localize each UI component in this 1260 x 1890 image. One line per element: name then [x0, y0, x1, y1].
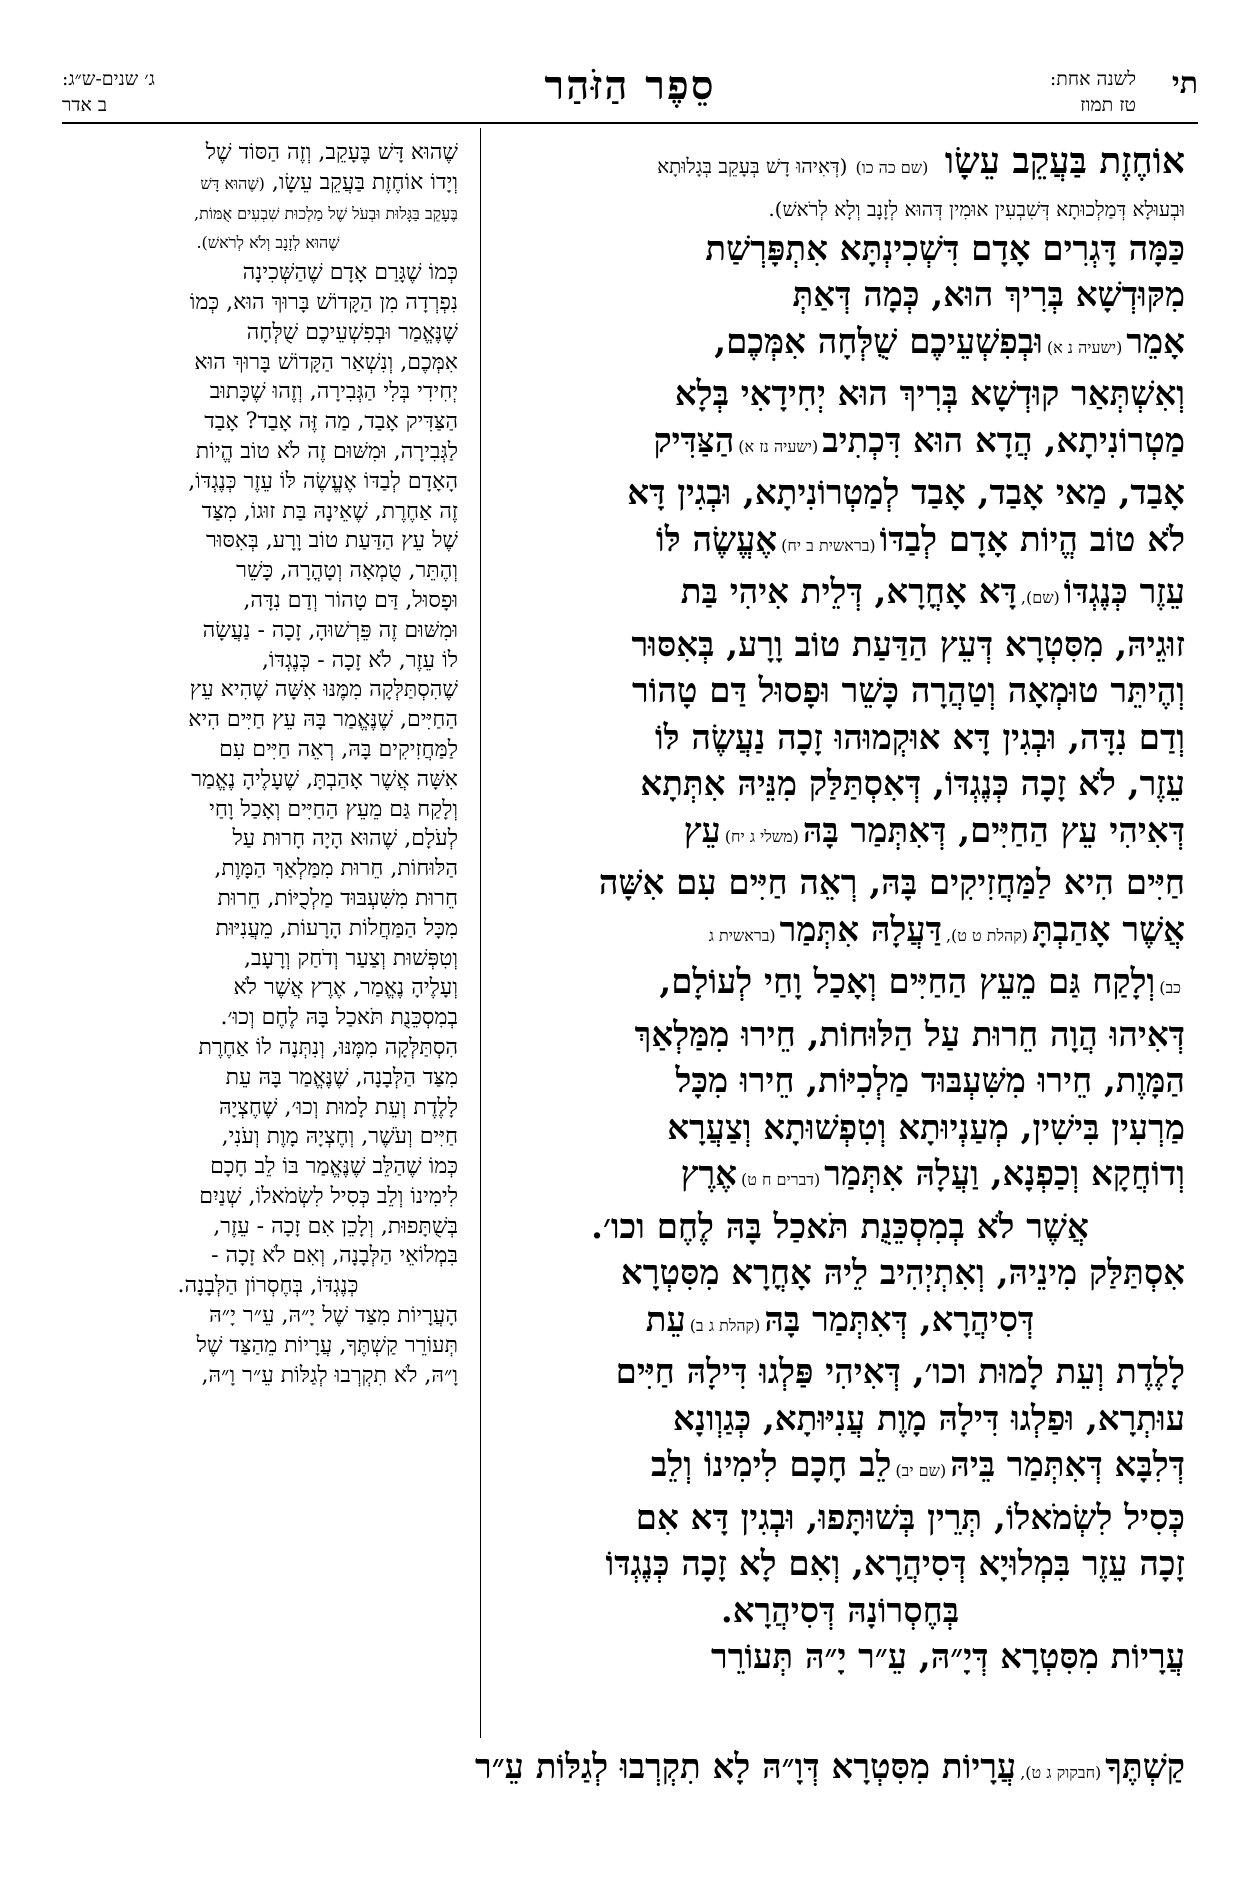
text-line: אָמֵר(ישעיה נ א)וּבְפִשְׁעֵיכֶם שֻׁלְּחָה אִמְּכֶם, — [714, 321, 1185, 362]
book-title: סֵפֶר הַזֹּהַר — [544, 62, 716, 109]
translation-line: וְיָדוֹ אוֹחֶזֶת בַּעֲקֵב עֵשָׂו, (שֶׁהוּא דָּשׁ — [200, 169, 458, 195]
text-line: לֹא טוֹב הֱיוֹת אָדָם לְבַדּוֹ(בראשית ב יח)אֶעֱשֶׂה לּוֹ — [656, 519, 1185, 560]
text-line: עֵזֶר כְּנֶגְדּוֹ(שם),דָּא אָחֳרָא, דְּלֵית אִיהִי בַּת — [680, 572, 1185, 612]
text-line: בְּחֶסְרוֹנָהּ דְּסִיהֲרָא. — [720, 1590, 960, 1631]
translation-line: לַמַּחֲזִיקִים בָּהּ, רְאֵה חַיִּים עִם — [219, 736, 458, 762]
text-line: דְּסִיהֲרָא, דְּאִתְּמַר בָּהּ(קהלת ג ב)עֵת — [645, 1299, 1035, 1340]
text-line: עֵזֶר, לֹא זָכָה כְּנֶגְדּוֹ, דְּאִסְתַּלַּק מִנֵּיהּ אִתְּתָא — [640, 764, 1185, 804]
text-line: עֲרָיוֹת מִסִּטְרָא דְּיָ״הּ, עֵ״ר יָ״הּ תְּעוֹרֵר — [711, 1637, 1185, 1677]
study-schedule-three-years: ג׳ שנים-ש״ג: ב אדר — [62, 68, 155, 116]
translation-line: שֶׁהוּא דָּשׁ בֶּעָקֵב, וְזֶה הַסּוֹד שֶׁל — [205, 140, 458, 165]
translation-line: כְּנֶגְדּוֹ, בְּחֶסְרוֹן הַלְּבָנָה. — [177, 1273, 359, 1299]
translation-line: מִכָּל הַמַּחֲלוֹת הָרָעוֹת, מֵעֲנִיּוּת — [215, 915, 458, 941]
translation-line: וְעָלֶיהָ נֶאֱמַר, אֶרֶץ אֲשֶׁר לֹא — [233, 975, 458, 1001]
translation-line: חֵרוּת מִשִּׁעְבּוּד מַלְכֻיּוֹת, חֵרוּת — [217, 885, 458, 911]
translation-line: חַיִּים וְעֹשֶׁר, וְחֶצְיָהּ מָוֶת וְעֹנִי, — [221, 1124, 458, 1150]
translation-line: לוֹ עֵזֶר, לֹא זָכָה - כְּנֶגְדּוֹ, — [261, 647, 458, 673]
translation-line: כְּמוֹ שֶׁהַלֵּב שֶׁנֶּאֱמַר בּוֹ לֵב חָכָם — [210, 1154, 458, 1180]
translation-line: וְטִפְּשׁוּת וְצַעַר וְדֹחַק וְרָעָב, — [244, 945, 458, 971]
page-header — [62, 62, 1198, 120]
translation-line: בְּשֻׁתָּפוּת, וְלָכֵן אִם זָכָה - עֵזֶר, — [213, 1213, 458, 1239]
text-line: וּבְעוּלָא דְּמַלְכוּתָא דְּשִׁבְעִין אוּמִין דְּהוּא לְזָנָב וְלָא לְרֹאשׁ). — [768, 196, 1185, 221]
translation-line: בִּמְלוֹאֵי הַלְּבָנָה, וְאִם לֹא זָכָה - — [211, 1243, 458, 1269]
text-line: הַמָּוֶת, חֵירוּ מִשִּׁעְבּוּד מַלְכִיּוֹת, חֵירוּ מִכָּל — [675, 1061, 1185, 1101]
translation-line: הָעֲרָיוֹת מִצַּד שֶׁל יָ״הּ, עֵ״ר יָ״הּ — [209, 1303, 458, 1329]
translation-line: וְלָקַח גַּם מֵעֵץ הַחַיִּים וְאָכַל וָחַי — [209, 796, 458, 822]
text-line: וְהֶיתֵּר טוּמְאָה וְטַהֲרָה כָּשֵׁר וּפָסוּל דַּם טָהוֹר — [631, 671, 1185, 711]
column-divider — [480, 128, 481, 1738]
text-line: אוֹחֶזֶת בַּעֲקֵב עֵשָׂו (שם כה כו)(דְּאִיהוּ דָשׁ בְּעָקֵב בְּגָלוּתָא — [657, 140, 1185, 182]
page-number: תי — [1171, 66, 1198, 101]
translation-line: לַגְּבִירָה, וּמִשּׁוּם זֶה לֹא טוֹב הֱיוֹת — [195, 438, 458, 464]
text-line: מַרְעִין בִּישִׁין, מְעַנְיוּתָא וְטִפְשׁוּתָא וְצַעֲרָא — [667, 1107, 1185, 1148]
translation-line: בֶּעָקֵב בַּגָּלוּת וּבְעֹל שֶׁל מַלְכוּת שִׁבְעִים אֻמּוֹת, — [194, 203, 458, 223]
text-line: לָלֶדֶת וְעֵת לָמוּת וכו׳, דְּאִיהִי פַּלְגוּ דִּילָהּ חַיִּים — [615, 1352, 1185, 1392]
text-line: זוּגֵיהּ, מִסִּטְרָא דְּעֵץ הַדַּעַת טוֹב וָרָע, בְּאִסּוּר — [631, 624, 1185, 665]
text-line: כב)וְלָקַח גַּם מֵעֵץ הַחַיִּים וְאָכַל וָחַי לְעוֹלָם, — [659, 962, 1181, 1002]
text-line: דְּלִבָּא דְּאִתְּמַר בֵּיהּ(שם יב)לֵב חָכָם לִימִינוֹ וְלֵב — [651, 1445, 1185, 1485]
text-line: עוּתְרָא, וּפַלְגוּ דִּילָהּ מָוֶת עֲנִיּוּתָא, כְּגַוְונָא — [672, 1398, 1185, 1439]
translation-line: וְהֶתֵּר, טֻמְאָה וְטָהֳרָה, כָּשֵׁר — [236, 558, 458, 584]
text-line: וְאִשְׁתְּאַר קוּדְשָׁא בְּרִיךְ הוּא יְחִידָאִי בְּלָא — [674, 374, 1185, 414]
translation-line: הַחַיִּים, שֶׁנֶּאֱמַר בָּהּ עֵץ חַיִּים הִיא — [188, 707, 458, 733]
translation-line: הַלּוּחוֹת, חֵרוּת מִמַּלְאַךְ הַמָּוֶת, — [214, 856, 458, 882]
translation-line: כְּמוֹ שֶׁגָּרַם אָדָם שֶׁהַשְּׁכִינָה — [242, 260, 458, 286]
text-line: דְּאִיהִי עֵץ הַחַיִּים, דְּאִתְּמַר בָּהּ(משלי ג יח)עֵץ — [683, 810, 1185, 851]
translation-column — [78, 138, 458, 1390]
text-line: מַטְרוֹנִיתָא, הֲדָא הוּא דִּכְתִיב(ישעיה נז א)הַצַּדִּיק — [653, 420, 1185, 461]
text-line: מִקּוּדְשָׁא בְּרִיךְ הוּא, כְּמָה דְּאַתְּ — [792, 275, 1185, 315]
translation-line: שֶׁל עֵץ הַדַּעַת טוֹב וָרָע, בְּאִסּוּר — [205, 528, 458, 554]
translation-line: שֶׁנֶּאֱמַר וּבְפִשְׁעֵיכֶם שֻׁלְּחָה — [246, 319, 458, 345]
translation-line: וָ״הּ, לֹא תִקְרְבוּ לְגַלּוֹת עֵ״ר וָ״הּ, — [201, 1362, 458, 1388]
text-line: אֲשֶׁר אָהַבְתָּ(קהלת ט ט),דַּעֲלָהּ אִתְּמַר(בראשית ג — [708, 909, 1185, 950]
text-line: וְדוֹחֲקָא וְכַפְנָא, וַעֲלָהּ אִתְּמַר(דברים ח ט)אֶרֶץ — [680, 1154, 1185, 1194]
study-schedule-one-year: לשנה אחת: טז תמוז — [1049, 68, 1136, 116]
main-text-column — [495, 138, 1185, 1681]
text-line: כַּמָּה דָּגְרִים אָדָם דִּשְׁכִינְתָּא אִתְפָּרְשַׁת — [705, 228, 1185, 269]
translation-line: בְמִסְכֵּנֻת תֹּאכַל בָּהּ לֶחֶם וְכוּ׳. — [220, 1005, 458, 1031]
text-line: כְּסִיל לִשְׂמֹאלוֹ, תְּרֵין בְּשׁוּתָּפוּ, וּבְגִין דָּא אִם — [635, 1497, 1185, 1538]
translation-line: לְעֹלָם, שֶׁהוּא הָיָה חָרוּת עַל — [232, 826, 458, 852]
bottom-text-line: קַשְׁתֶּךָ(חבקוק ג ט),עֲרָיוֹת מִסִּטְרָא דְּוָ״הּ לָא תִקְרְבוּ לְגַלּוֹת עֵ״ר — [475, 1747, 1185, 1787]
translation-line: תְּעוֹרֵר קַשְׁתֶּךָ, עֲרָיוֹת מֵהַצַּד שֶׁל — [196, 1332, 458, 1358]
translation-line: לָלֶדֶת וְעֵת לָמוּת וְכוּ׳, שֶׁחֶצְיָהּ — [218, 1094, 458, 1120]
translation-line: זֶה אַחֶרֶת, שֶׁאֵינָהּ בַּת זוּגוֹ, מִצַּד — [201, 498, 458, 524]
text-line: דְּאִיהוּ הֲוָה חֵרוּת עַל הַלּוּחוֹת, חֵירוּ מִמַּלְאַךְ — [634, 1014, 1185, 1055]
text-line: אֲשֶׁר לֹא בְמִסְכֵּנֻת תֹּאכַל בָּהּ לֶחֶם וכו׳. — [591, 1206, 1089, 1247]
text-line: אִסְתַּלַּק מִינֵיהּ, וְאִתְיְהִיב לֵיהּ אָחֳרָא מִסִּטְרָא — [620, 1253, 1185, 1293]
translation-line: נִפְרְדָה מִן הַקָּדוֹשׁ בָּרוּךְ הוּא, כְּמוֹ — [189, 289, 458, 315]
translation-line: וּפָסוּל, דַּם טָהוֹר וְדַם נִדָּה, — [243, 587, 458, 613]
text-line: חַיִּים הִיא לַמַּחֲזִיקִים בָּהּ, רְאֵה חַיִּים עִם אִשָּׁה — [598, 863, 1185, 903]
header-rule — [62, 122, 1198, 124]
text-line: זָכָה עֵזֶר בִּמְלוּיָא דְּסִיהֲרָא, וְאִם לָא זָכָה כְּנֶגְדּוֹ — [605, 1544, 1185, 1584]
translation-line: יְחִידִי בְּלִי הַגְּבִירָה, וְזֶהוּ שֶׁכָּתוּב — [209, 379, 458, 405]
translation-line: מִצַּד הַלְּבָנָה, שֶׁנֶּאֱמַר בָּהּ עֵת — [225, 1064, 458, 1090]
translation-line: וּמִשּׁוּם זֶה פֵּרְשׁוּהָ, זָכָה - נַעֲשָׂה — [202, 617, 458, 643]
translation-line: הִסְתַּלְּקָה מִמֶּנּוּ, וְנִתְּנָה לוֹ אַחֶרֶת — [198, 1034, 458, 1060]
translation-line: שֶׁהִסְתַּלְּקָה מִמֶּנּוּ אִשָּׁה שֶׁהִיא עֵץ — [189, 677, 458, 703]
translation-line: אִשָּׁה אֲשֶׁר אָהַבְתָּ, שֶׁעָלֶיהָ נֶאֱמַר — [191, 766, 458, 792]
text-line: וְדַם נִדָּה, וּבְגִין דָּא אוּקְמוּהוּ זָכָה נַעֲשֶׂה לּוֹ — [654, 717, 1185, 758]
translation-line: לִימִינוֹ וְלֵב כְּסִיל לִשְׂמֹאלוֹ, שְׁנַיִם — [199, 1183, 458, 1209]
translation-line: שֶׁהוּא לְזָנָב וְלֹא לְרֹאשׁ). — [196, 233, 340, 253]
translation-line: הָאָדָם לְבַדּוֹ אֶעֱשֶׂה לּוֹ עֵזֶר כְּנֶגְדּוֹ, — [188, 468, 458, 494]
translation-line: אִמְּכֶם, וְנִשְׁאַר הַקָּדוֹשׁ בָּרוּךְ הוּא — [194, 349, 458, 375]
translation-line: הַצַּדִּיק אָבַד, מַה זֶּה אָבַד? אָבַד — [204, 409, 458, 435]
text-line: אָבַד, מַאי אָבַד, אָבַד לְמַטְרוֹנִיתָא, וּבְגִין דָּא — [627, 473, 1185, 513]
